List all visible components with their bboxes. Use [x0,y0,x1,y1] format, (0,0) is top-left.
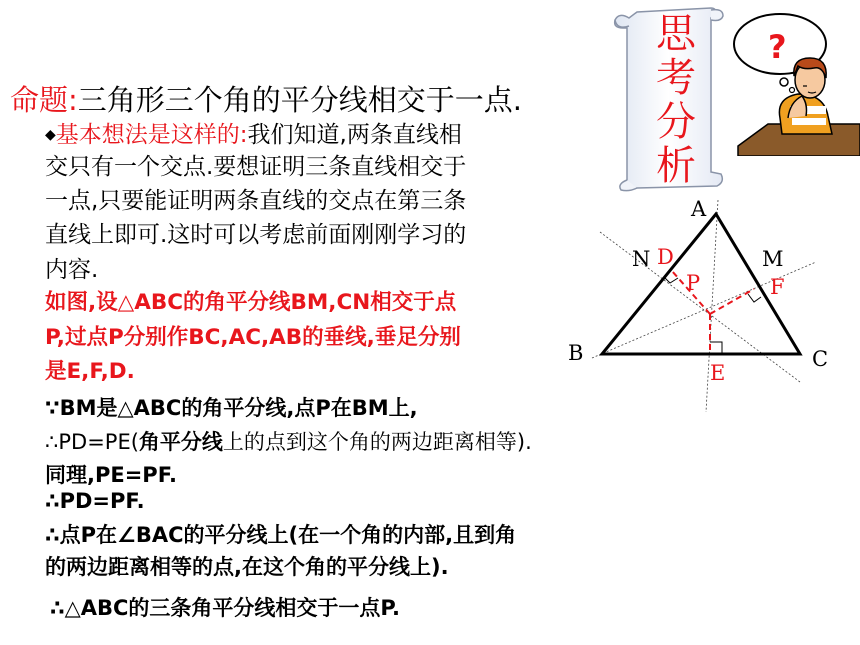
proposition-text: 三角形三个角的平分线相交于一点. [77,83,523,117]
intro-line-1-rest: 我们知道,两条直线相 [247,122,462,148]
proof-line-2-b: 角平分线 [138,430,223,454]
thinking-person-icon [728,6,860,156]
intro-lead: 基本想法是这样的: [55,122,248,148]
proof-line-6: 的两边距离相等的点,在这个角的平分线上). [45,555,449,579]
proposition-title [10,78,522,119]
label-A: A [691,197,707,221]
intro-line-2: 交只有一个交点.要想证明三条直线相交于 [45,154,467,180]
intro-line-3: 一点,只要能证明两条直线的交点在第三条 [45,188,467,214]
triangle-diagram [560,190,860,420]
question-mark: ? [768,28,787,66]
proof-line-4: ∴PD=PF. [45,489,145,513]
proof-line-2-c: 上的点到这个角的两边距离相等). [222,430,532,454]
label-M: M [762,247,784,271]
perpendicular-PF [710,289,754,314]
right-angle-E [710,342,722,354]
setup-line-3: 是E,F,D. [45,359,135,384]
proof-line-5: ∴点P在∠BAC的平分线上(在一个角的内部,且到角 [45,523,517,547]
label-E: E [710,361,726,385]
proof-line-2-a: ∴PD=PE( [45,430,139,454]
setup-line-1: 如图,设△ABC的角平分线BM,CN相交于点 [45,290,457,315]
intro-line-4: 直线上即可.这时可以考虑前面刚刚学习的 [45,222,467,248]
intro-line-1 [45,116,462,149]
bullet-icon: ◆ [45,127,56,143]
right-angle-D [664,277,678,283]
scroll-text: 思考分析 [656,11,696,189]
proposition-prefix: 命题: [10,83,78,117]
label-B: B [568,341,584,365]
setup-line-2: P,过点P分别作BC,AC,AB的垂线,垂足分别 [45,325,461,350]
intro-line-5: 内容. [45,257,99,283]
right-angle-F [748,294,761,302]
proof-line-2 [45,426,532,456]
label-P: P [686,271,701,295]
label-D: D [657,245,674,269]
proof-line-1: ∵BM是△ABC的角平分线,点P在BM上, [45,396,418,420]
proof-line-3: 同理,PE=PF. [45,463,177,487]
label-F: F [770,275,785,299]
proof-line-7: ∴△ABC的三条角平分线相交于一点P. [50,596,400,620]
label-C: C [812,347,829,371]
label-N: N [632,247,651,271]
